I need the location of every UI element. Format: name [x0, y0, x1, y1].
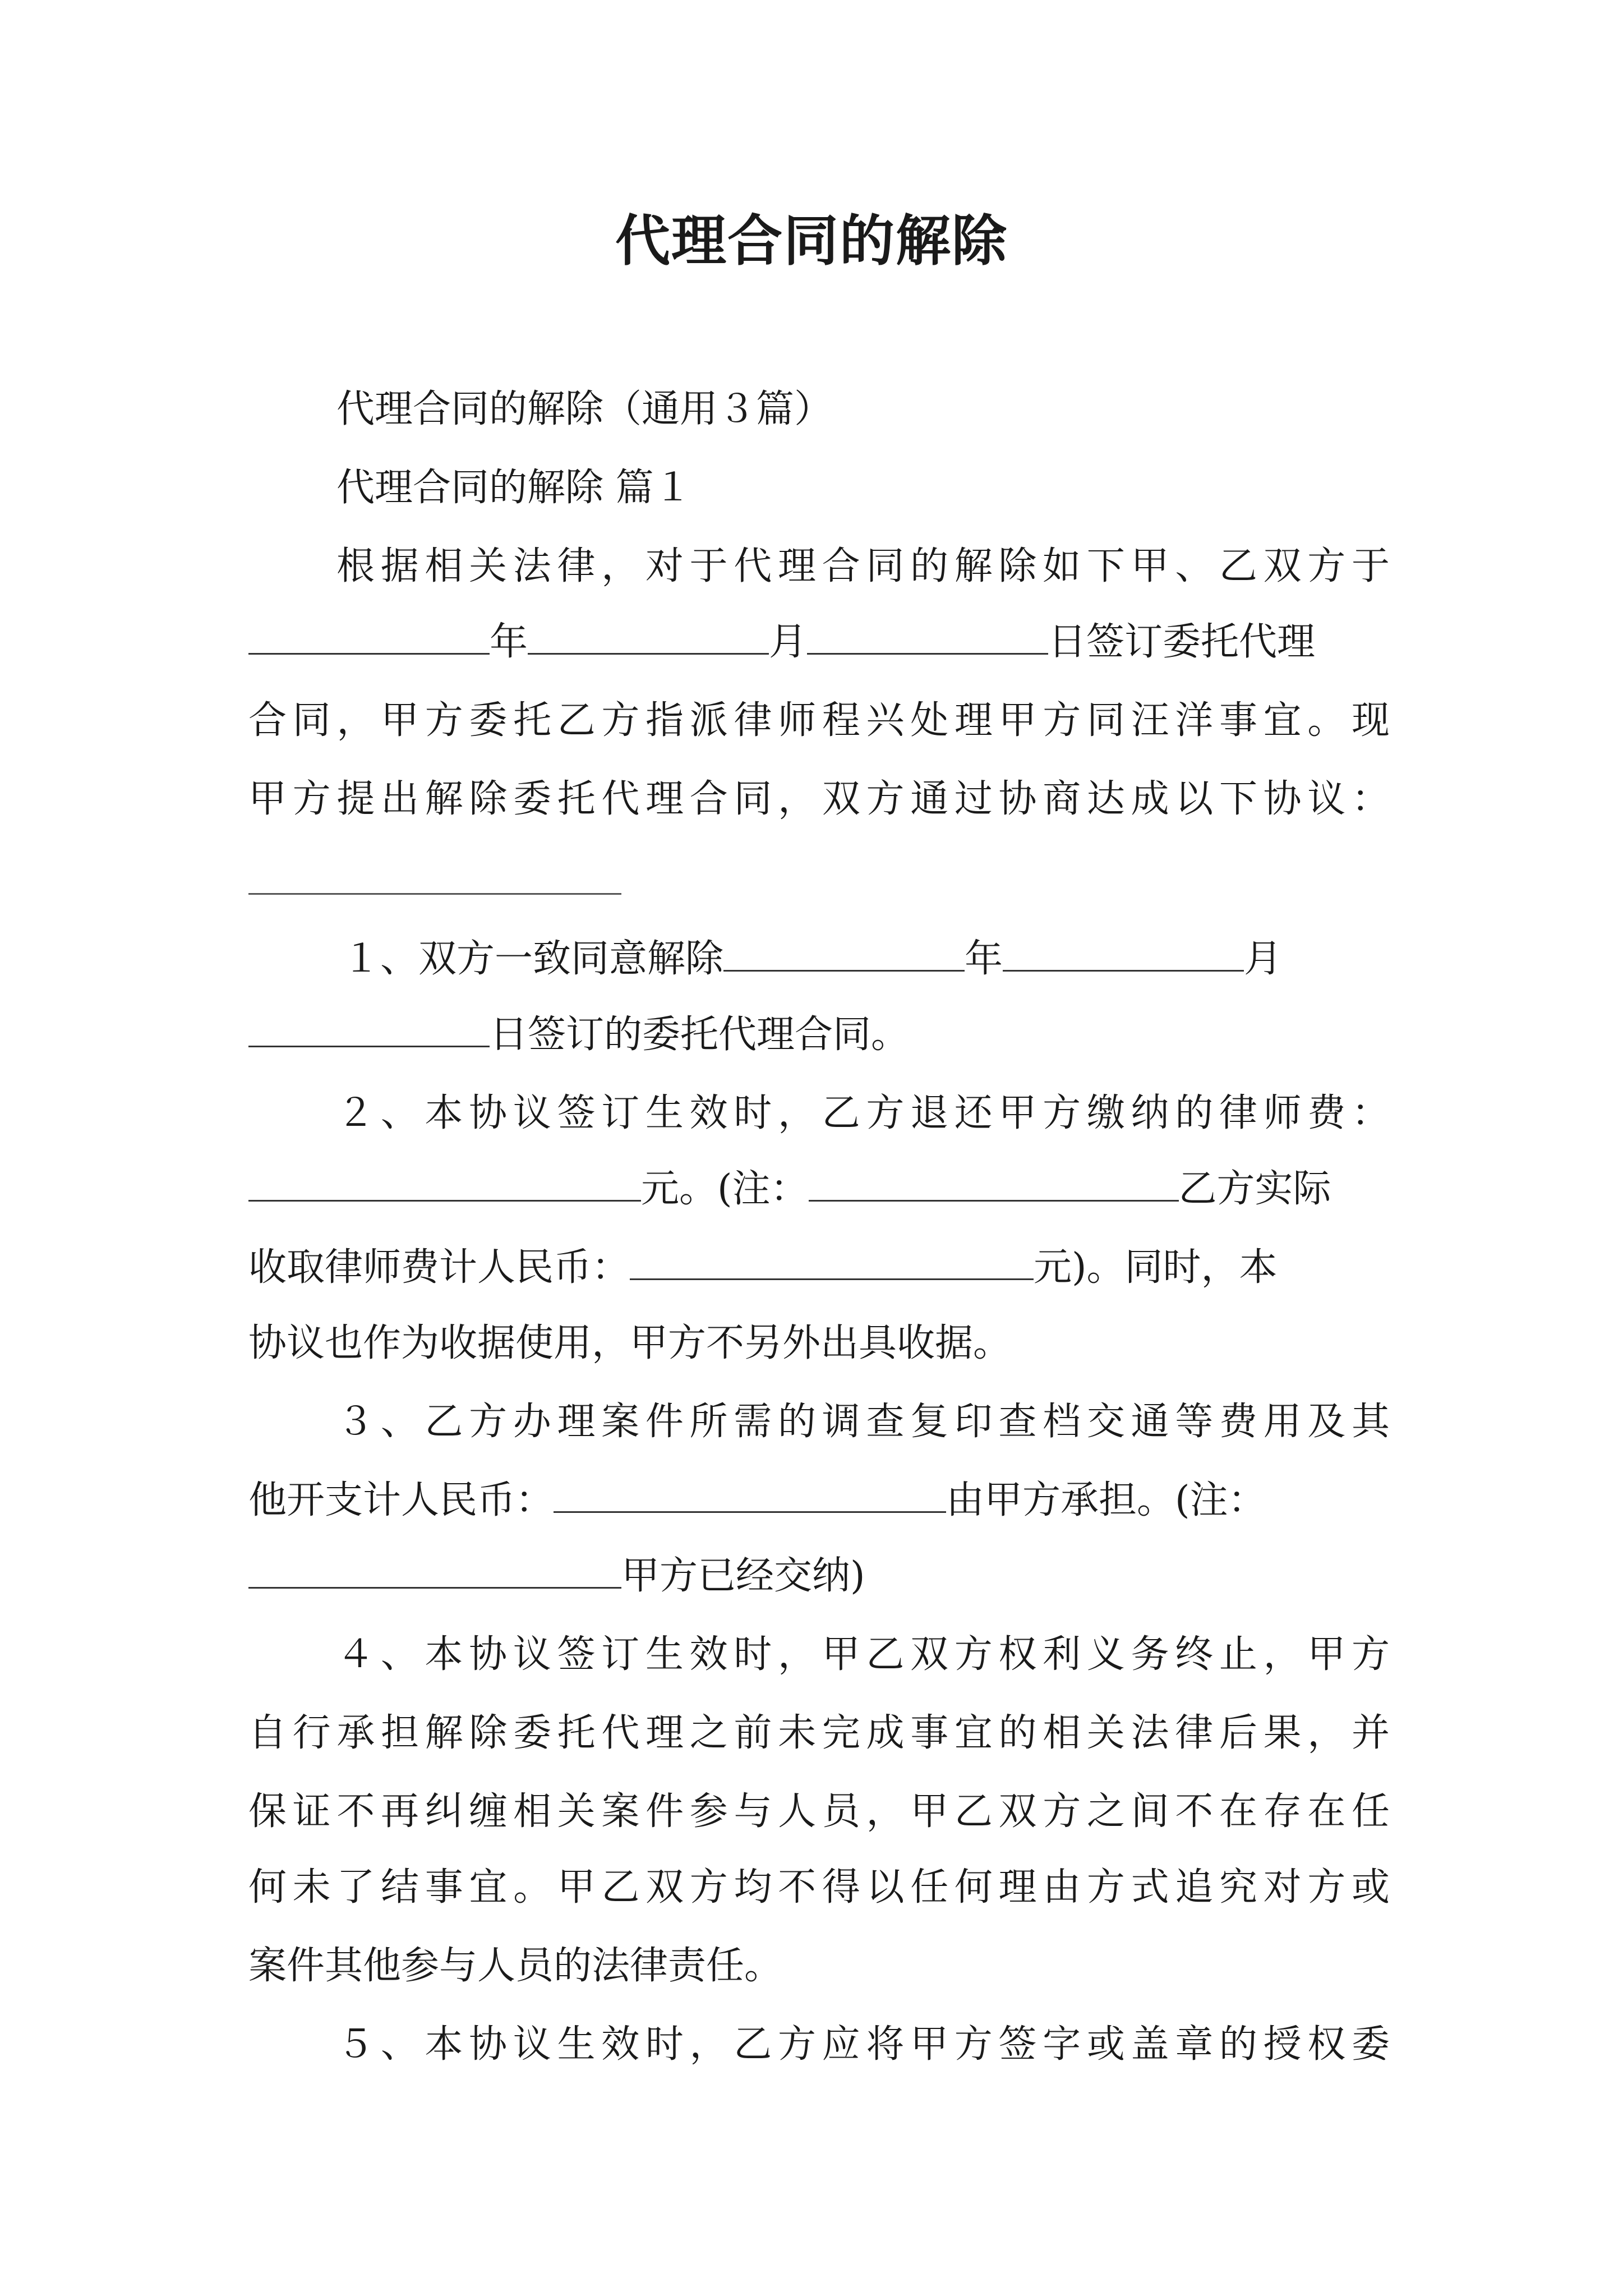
section-heading: 代理合同的解除 篇１: [336, 466, 692, 510]
item-1-text-end: 日签订的委托代理合同。: [490, 1013, 910, 1057]
blank-paid-note: [248, 1554, 621, 1589]
item-3-text-c: 甲方已经交纳): [621, 1554, 865, 1598]
item-3-line-2: [248, 1461, 1390, 1540]
item-2-text-c2: 元)。同时，本: [1034, 1245, 1278, 1290]
item-2-text-b2: 乙方实际: [1178, 1167, 1331, 1211]
item-1-text: １、双方一致同意解除: [342, 937, 724, 981]
item-2-line-3: [248, 1228, 1390, 1307]
label-item1-month: 月: [1244, 937, 1283, 981]
item-3-text-b2: 由甲方承担。(注：: [946, 1478, 1266, 1522]
blank-item1-year: [723, 937, 965, 972]
item-2-line-4: 协议也作为收据使用，甲方不另外出具收据。: [248, 1321, 1012, 1365]
paragraph-intro-line-1: 根据相关法律，对于代理合同的解除如下甲、乙双方于: [336, 544, 1390, 588]
document-title: 代理合同的解除: [615, 209, 1008, 273]
blank-rmb-amount: [630, 1246, 1034, 1280]
label-month: 月: [769, 620, 808, 664]
blank-lawyer-fee: [248, 1167, 641, 1202]
blank-year: [248, 620, 490, 655]
item-2-line-2: [248, 1150, 1390, 1228]
paragraph-intro-line-4: 甲方提出解除委托代理合同，双方通过协商达成以下协议：: [248, 777, 1390, 821]
item-3-line-3: [248, 1537, 1390, 1616]
blank-month: [528, 620, 769, 655]
item-4-line-1: ４、本协议签订生效时，甲乙双方权利义务终止，甲方: [336, 1632, 1390, 1677]
item-2-line-1: ２、本协议签订生效时，乙方退还甲方缴纳的律师费：: [336, 1091, 1390, 1135]
item-1-line-1: [342, 920, 1391, 999]
blank-item1-month: [1003, 937, 1244, 972]
label-item1-year: 年: [965, 937, 1003, 981]
item-5-line-1: ５、本协议生效时，乙方应将甲方签字或盖章的授权委: [336, 2022, 1390, 2067]
paragraph-intro-line-3: 合同，甲方委托乙方指派律师程兴处理甲方同汪洋事宜。现: [248, 698, 1390, 743]
item-1-line-2: [248, 996, 1390, 1074]
item-4-line-5: 案件其他参与人员的法律责任。: [248, 1944, 783, 1988]
blank-item1-day: [248, 1013, 490, 1047]
blank-other-expenses: [554, 1479, 946, 1513]
item-4-line-4: 何未了结事宜。甲乙双方均不得以任何理由方式追究对方或: [248, 1865, 1390, 1910]
subtitle: 代理合同的解除（通用３篇）: [336, 387, 833, 431]
blank-agreement-line: [248, 893, 621, 895]
item-2-text-c1: 收取律师费计人民币：: [248, 1245, 630, 1290]
paragraph-intro-line-2: [248, 603, 1390, 682]
blank-note: [809, 1167, 1179, 1202]
item-4-line-2: 自行承担解除委托代理之前未完成事宜的相关法律后果，并: [248, 1711, 1390, 1755]
blank-day: [807, 620, 1048, 655]
label-year: 年: [490, 620, 528, 664]
label-day-signed: 日签订委托代理: [1048, 620, 1316, 664]
item-3-line-1: ３、乙方办理案件所需的调查复印查档交通等费用及其: [336, 1400, 1390, 1444]
item-4-line-3: 保证不再纠缠相关案件参与人员，甲乙双方之间不在存在任: [248, 1789, 1390, 1834]
item-2-text-b1: 元。(注：: [641, 1167, 809, 1211]
item-3-text-b1: 他开支计人民币：: [248, 1478, 554, 1522]
